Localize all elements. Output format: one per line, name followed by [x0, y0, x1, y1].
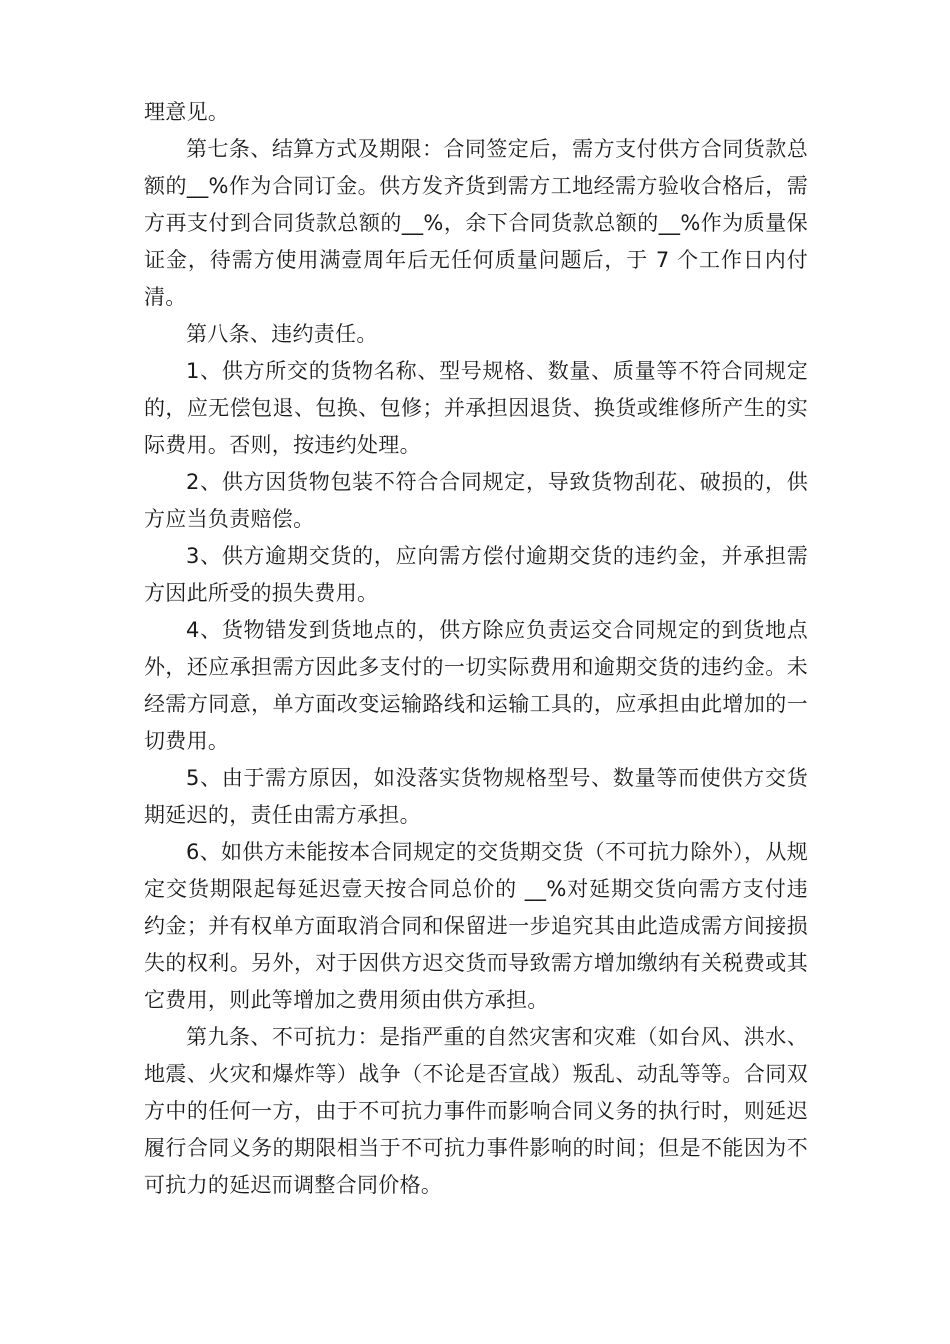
- paragraph-clause-4: 4、货物错发到货地点的，供方除应负责运交合同规定的到货地点外，还应承担需方因此多支付的一切实际费用和逾期交货的违约金。未经需方同意，单方面改变运输路线和运输工具的，应承担由此增加的一切费用。: [144, 618, 808, 753]
- paragraph-clause-5: 5、由于需方原因，如没落实货物规格型号、数量等而使供方交货期延迟的，责任由需方承担。: [144, 766, 808, 827]
- paragraph-article-9: 第九条、不可抗力：是指严重的自然灾害和灾难（如台风、洪水、地震、火灾和爆炸等）战争（不论是否宣战）叛乱、动乱等等。合同双方中的任何一方，由于不可抗力事件而影响合同义务的执行时，则延迟履行合同义务的期限相当于不可抗力事件影响的时间；但是不能因为不可抗力的延迟而调整合同价格。: [144, 1025, 808, 1197]
- paragraph-article-7: 第七条、结算方式及期限：合同签定后，需方支付供方合同货款总额的__%作为合同订金。供方发齐货到需方工地经需方验收合格后，需方再支付到合同货款总额的__%，余下合同货款总额的__%作为质量保证金，待需方使用满壹周年后无任何质量问题后，于 7 个工作日内付清。: [144, 137, 808, 309]
- document-body: [144, 94, 808, 1204]
- paragraph-clause-1: 1、供方所交的货物名称、型号规格、数量、质量等不符合同规定的，应无偿包退、包换、包修；并承担因退货、换货或维修所产生的实际费用。否则，按违约处理。: [144, 359, 808, 457]
- paragraph-clause-6: 6、如供方未能按本合同规定的交货期交货（不可抗力除外），从规定交货期限起每延迟壹天按合同总价的 __%对延期交货向需方支付违约金；并有权单方面取消合同和保留进一步追究其由此造成需方间接损失的权利。另外，对于因供方迟交货而导致需方增加缴纳有关税费或其它费用，则此等增加之费用须由供方承担。: [144, 840, 808, 1012]
- paragraph-article-8-heading: 第八条、违约责任。: [186, 322, 378, 346]
- paragraph-continuation: 理意见。: [144, 100, 230, 124]
- paragraph-clause-2: 2、供方因货物包装不符合合同规定，导致货物刮花、破损的，供方应当负责赔偿。: [144, 470, 808, 531]
- paragraph-clause-3: 3、供方逾期交货的，应向需方偿付逾期交货的违约金，并承担需方因此所受的损失费用。: [144, 544, 808, 605]
